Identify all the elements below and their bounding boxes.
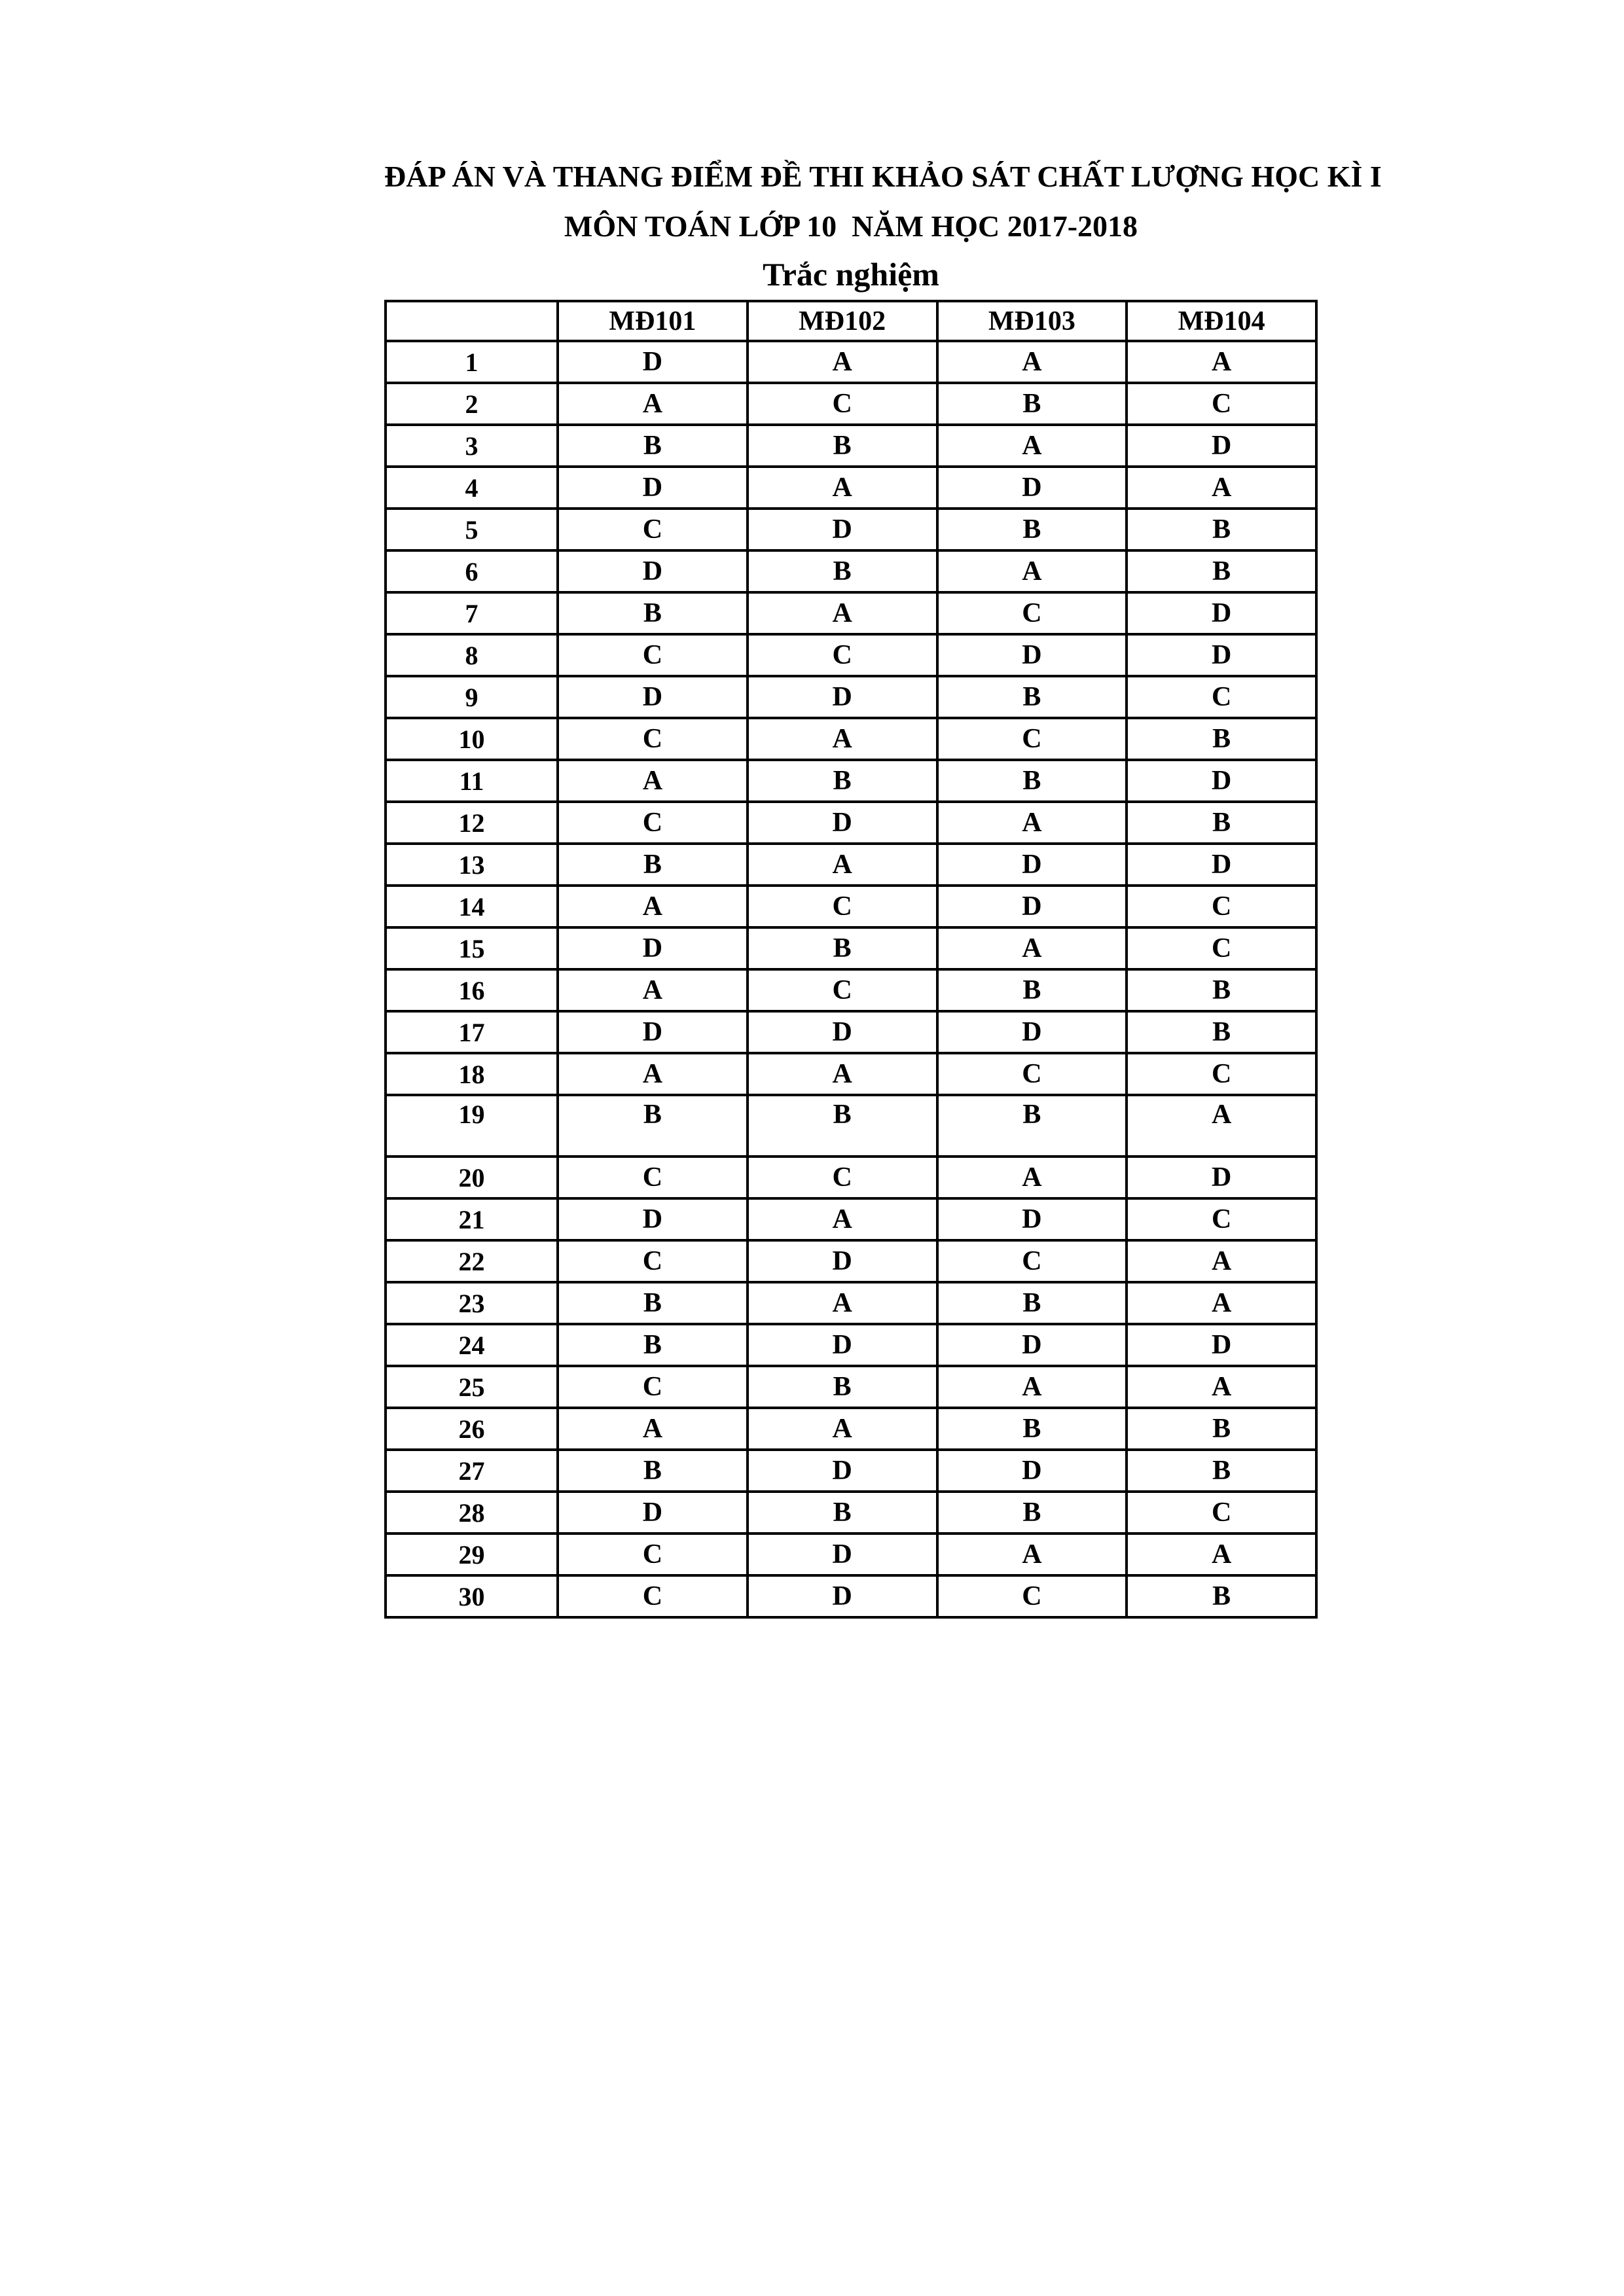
answer-cell: B	[1127, 969, 1316, 1011]
answer-cell: B	[558, 592, 748, 634]
answer-cell: B	[748, 1492, 937, 1534]
answer-cell: A	[558, 383, 748, 425]
answer-cell: D	[748, 509, 937, 550]
answer-cell: A	[937, 341, 1127, 383]
table-row	[386, 969, 1316, 1011]
table-row	[386, 1492, 1316, 1534]
answer-cell: D	[748, 1450, 937, 1492]
question-number: 4	[386, 467, 558, 509]
table-row	[386, 844, 1316, 886]
answer-cell: C	[1127, 383, 1316, 425]
answer-cell: D	[748, 802, 937, 844]
answer-cell: D	[748, 1240, 937, 1282]
document-page	[384, 157, 1382, 1619]
answer-cell: B	[748, 927, 937, 969]
answer-cell: C	[558, 509, 748, 550]
answer-cell: A	[748, 1053, 937, 1095]
answer-cell: B	[748, 425, 937, 467]
answer-cell: D	[558, 550, 748, 592]
answer-cell: A	[1127, 1366, 1316, 1408]
answer-cell: A	[558, 969, 748, 1011]
table-row	[386, 341, 1316, 383]
answer-cell: B	[937, 509, 1127, 550]
answer-cell: D	[937, 1198, 1127, 1240]
answer-cell: B	[937, 383, 1127, 425]
question-number: 25	[386, 1366, 558, 1408]
table-row	[386, 1324, 1316, 1366]
answer-cell: D	[558, 1011, 748, 1053]
table-row	[386, 509, 1316, 550]
answer-cell: A	[748, 341, 937, 383]
document-title-line2: MÔN TOÁN LỚP 10 NĂM HỌC 2017-2018	[564, 209, 1138, 243]
question-number: 11	[386, 760, 558, 802]
table-row	[386, 383, 1316, 425]
answer-cell: A	[937, 927, 1127, 969]
answer-cell: C	[748, 1157, 937, 1198]
answer-cell: B	[558, 1450, 748, 1492]
question-number: 18	[386, 1053, 558, 1095]
question-number: 9	[386, 676, 558, 718]
answer-cell: B	[558, 844, 748, 886]
answer-cell: C	[1127, 676, 1316, 718]
answer-cell: B	[937, 1282, 1127, 1324]
answer-cell: B	[1127, 550, 1316, 592]
answer-cell: B	[1127, 1408, 1316, 1450]
table-row	[386, 718, 1316, 760]
answer-cell: D	[748, 1575, 937, 1617]
answer-cell: A	[937, 425, 1127, 467]
answer-cell: A	[937, 1534, 1127, 1575]
question-number: 24	[386, 1324, 558, 1366]
table-row	[386, 1053, 1316, 1095]
table-row	[386, 760, 1316, 802]
answer-cell: A	[748, 1408, 937, 1450]
answer-cell: C	[937, 1053, 1127, 1095]
table-row	[386, 802, 1316, 844]
table-header-row	[386, 301, 1316, 341]
question-number: 21	[386, 1198, 558, 1240]
table-row	[386, 550, 1316, 592]
answer-cell: B	[1127, 718, 1316, 760]
column-header-md101: MĐ101	[558, 301, 748, 341]
answer-cell: C	[937, 592, 1127, 634]
answer-cell: C	[1127, 927, 1316, 969]
answer-cell: A	[1127, 467, 1316, 509]
answer-cell: C	[1127, 1492, 1316, 1534]
answer-cell: C	[558, 1366, 748, 1408]
table-row	[386, 886, 1316, 927]
answer-cell: C	[748, 886, 937, 927]
table-row	[386, 1366, 1316, 1408]
question-number: 15	[386, 927, 558, 969]
answer-cell: C	[937, 1240, 1127, 1282]
table-row	[386, 634, 1316, 676]
answer-cell: B	[748, 760, 937, 802]
question-number: 30	[386, 1575, 558, 1617]
answer-cell: A	[1127, 1534, 1316, 1575]
answer-cell: C	[558, 1575, 748, 1617]
answer-cell: A	[937, 802, 1127, 844]
answer-cell: A	[558, 886, 748, 927]
table-row	[386, 1408, 1316, 1450]
answer-cell: A	[1127, 1240, 1316, 1282]
answer-cell: A	[748, 1198, 937, 1240]
answer-cell: A	[748, 844, 937, 886]
question-number: 23	[386, 1282, 558, 1324]
answer-cell: D	[937, 467, 1127, 509]
column-header-md103: MĐ103	[937, 301, 1127, 341]
question-number: 27	[386, 1450, 558, 1492]
answer-cell: D	[558, 676, 748, 718]
column-header-md102: MĐ102	[748, 301, 937, 341]
answer-cell: B	[558, 425, 748, 467]
answer-cell: D	[937, 886, 1127, 927]
answer-cell: D	[937, 1450, 1127, 1492]
table-row	[386, 1575, 1316, 1617]
question-number: 19	[386, 1095, 558, 1157]
answer-cell: A	[937, 1157, 1127, 1198]
question-number: 28	[386, 1492, 558, 1534]
answer-cell: B	[1127, 509, 1316, 550]
answer-cell: C	[558, 634, 748, 676]
question-number: 8	[386, 634, 558, 676]
answer-cell: A	[748, 1282, 937, 1324]
question-number: 17	[386, 1011, 558, 1053]
answer-cell: D	[937, 634, 1127, 676]
answer-cell: D	[1127, 425, 1316, 467]
answer-cell: B	[937, 760, 1127, 802]
document-title-line1: ĐÁP ÁN VÀ THANG ĐIỂM ĐỀ THI KHẢO SÁT CHẤT LƯỢNG HỌC KÌ I	[384, 160, 1382, 193]
table-row	[386, 1157, 1316, 1198]
answer-cell: D	[748, 1534, 937, 1575]
table-row	[386, 1095, 1316, 1157]
question-number: 26	[386, 1408, 558, 1450]
answer-cell: C	[558, 1240, 748, 1282]
question-number: 29	[386, 1534, 558, 1575]
answer-cell: C	[748, 383, 937, 425]
answer-cell: D	[558, 467, 748, 509]
answer-cell: B	[748, 550, 937, 592]
table-row	[386, 592, 1316, 634]
question-number: 12	[386, 802, 558, 844]
answer-cell: C	[558, 802, 748, 844]
answer-cell: A	[558, 1408, 748, 1450]
answer-cell: D	[558, 341, 748, 383]
answer-cell: D	[748, 1324, 937, 1366]
answer-cell: B	[937, 1095, 1127, 1157]
question-number: 7	[386, 592, 558, 634]
answer-cell: B	[1127, 1450, 1316, 1492]
question-number: 14	[386, 886, 558, 927]
answer-cell: D	[1127, 592, 1316, 634]
question-number: 16	[386, 969, 558, 1011]
answer-cell: B	[1127, 1575, 1316, 1617]
answer-cell: B	[558, 1324, 748, 1366]
table-row	[386, 1282, 1316, 1324]
answer-cell: D	[1127, 634, 1316, 676]
answer-cell: A	[937, 550, 1127, 592]
answer-cell: D	[1127, 1324, 1316, 1366]
table-row	[386, 425, 1316, 467]
answer-cell: B	[1127, 802, 1316, 844]
answer-cell: C	[1127, 1053, 1316, 1095]
answer-cell: A	[1127, 1095, 1316, 1157]
answer-cell: D	[937, 844, 1127, 886]
answer-cell: B	[937, 1408, 1127, 1450]
column-header-md104: MĐ104	[1127, 301, 1316, 341]
answer-cell: B	[748, 1095, 937, 1157]
answer-cell: B	[937, 1492, 1127, 1534]
answer-cell: D	[937, 1011, 1127, 1053]
answer-cell: A	[1127, 341, 1316, 383]
answer-cell: D	[558, 1198, 748, 1240]
table-row	[386, 676, 1316, 718]
answer-cell: A	[748, 592, 937, 634]
question-number: 10	[386, 718, 558, 760]
answer-key-table	[384, 300, 1318, 1619]
section-heading: Trắc nghiệm	[763, 256, 939, 293]
answer-cell: A	[937, 1366, 1127, 1408]
table-row	[386, 467, 1316, 509]
answer-cell: A	[1127, 1282, 1316, 1324]
answer-cell: C	[558, 1534, 748, 1575]
answer-cell: C	[748, 634, 937, 676]
answer-cell: D	[1127, 844, 1316, 886]
answer-cell: C	[937, 1575, 1127, 1617]
question-number: 1	[386, 341, 558, 383]
answer-cell: B	[1127, 1011, 1316, 1053]
answer-cell: C	[937, 718, 1127, 760]
answer-cell: B	[937, 969, 1127, 1011]
question-number: 5	[386, 509, 558, 550]
answer-cell: D	[748, 676, 937, 718]
question-number: 22	[386, 1240, 558, 1282]
answer-cell: D	[558, 1492, 748, 1534]
answer-cell: D	[937, 1324, 1127, 1366]
question-number: 6	[386, 550, 558, 592]
question-number: 20	[386, 1157, 558, 1198]
answer-cell: A	[748, 467, 937, 509]
answer-cell: B	[558, 1282, 748, 1324]
answer-cell: C	[1127, 1198, 1316, 1240]
question-number: 13	[386, 844, 558, 886]
table-row	[386, 1534, 1316, 1575]
answer-cell: D	[1127, 1157, 1316, 1198]
answer-cell: C	[748, 969, 937, 1011]
answer-cell: D	[748, 1011, 937, 1053]
table-row	[386, 927, 1316, 969]
question-number: 3	[386, 425, 558, 467]
answer-cell: A	[748, 718, 937, 760]
answer-cell: D	[1127, 760, 1316, 802]
answer-cell: A	[558, 760, 748, 802]
answer-cell: C	[558, 718, 748, 760]
answer-cell: C	[1127, 886, 1316, 927]
table-row	[386, 1240, 1316, 1282]
table-row	[386, 1198, 1316, 1240]
table-row	[386, 1011, 1316, 1053]
corner-header-cell	[386, 301, 558, 341]
answer-cell: D	[558, 927, 748, 969]
answer-cell: A	[558, 1053, 748, 1095]
answer-cell: B	[748, 1366, 937, 1408]
answer-cell: B	[558, 1095, 748, 1157]
answer-cell: B	[937, 676, 1127, 718]
question-number: 2	[386, 383, 558, 425]
answer-cell: C	[558, 1157, 748, 1198]
table-row	[386, 1450, 1316, 1492]
